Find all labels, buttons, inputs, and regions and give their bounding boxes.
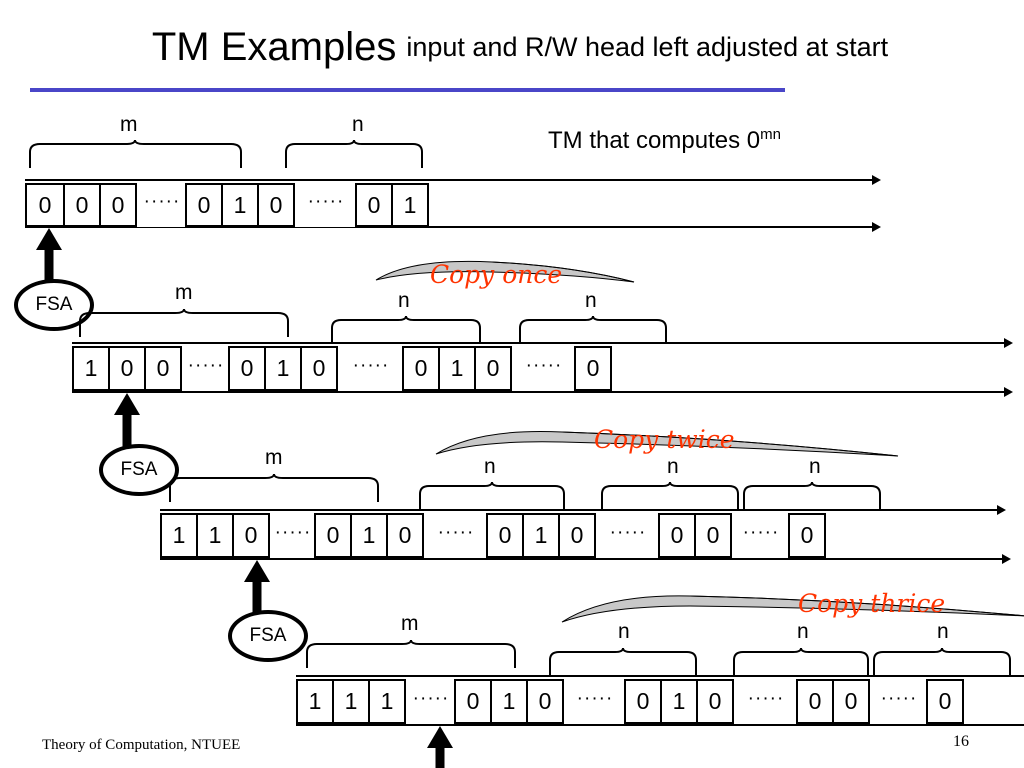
- tape-cell: 1: [660, 679, 698, 724]
- head-arrow-row3: [242, 560, 272, 616]
- tape-cell: 0: [832, 679, 870, 724]
- brace-label-n1-row4: n: [618, 620, 630, 643]
- fsa-bubble-row1: FSA: [14, 279, 94, 331]
- tape-cell: 0: [454, 679, 492, 724]
- brace-label-m-row3: m: [265, 446, 283, 469]
- tape-cell: 0: [624, 679, 662, 724]
- tape-ellipsis: ·····: [406, 679, 456, 724]
- tape-cell: 0: [558, 513, 596, 558]
- tape-ellipsis: ·····: [596, 513, 660, 558]
- tape-cell: 0: [926, 679, 964, 724]
- tape-bottom-line-row4: [296, 724, 1024, 726]
- tape-bottom-arrowhead-row3: [1002, 554, 1011, 564]
- brace-n1-row4: [548, 648, 698, 678]
- tape-row-copy-once: [72, 346, 612, 391]
- tape-cell: 1: [160, 513, 198, 558]
- tape-cell: 0: [257, 183, 295, 227]
- tape-cell: 0: [574, 346, 612, 391]
- tape-cell: 0: [486, 513, 524, 558]
- tape-cell: 1: [221, 183, 259, 227]
- brace-label-n2-row2: n: [585, 289, 597, 312]
- tape-row-copy-twice: [160, 513, 826, 558]
- copy-once-note: Copy once: [430, 260, 563, 289]
- tape-top-line-row3: [160, 509, 1000, 511]
- tm-caption-superscript: mn: [760, 126, 781, 143]
- tape-cell: 1: [332, 679, 370, 724]
- tape-cell: 0: [526, 679, 564, 724]
- tape-cell: 0: [300, 346, 338, 391]
- fsa-bubble-row2: FSA: [99, 444, 179, 496]
- tape-cell: 0: [144, 346, 182, 391]
- tape-cell: 0: [696, 679, 734, 724]
- footer-course-label: Theory of Computation, NTUEE: [42, 737, 241, 753]
- tape-cell: 0: [788, 513, 826, 558]
- brace-label-n1-row3: n: [484, 455, 496, 478]
- brace-label-n1-row2: n: [398, 289, 410, 312]
- tape-ellipsis: ·····: [870, 679, 928, 724]
- head-arrow-row2: [112, 393, 142, 449]
- tape-bottom-line-row2: [72, 391, 1007, 393]
- title-underline-rule: [30, 88, 785, 92]
- tape-cell: 0: [108, 346, 146, 391]
- tape-cell: 1: [438, 346, 476, 391]
- brace-m-row3: [168, 474, 380, 504]
- footer-page-number: 16: [953, 733, 969, 750]
- tape-ellipsis: ·····: [424, 513, 488, 558]
- tape-bottom-arrowhead-row1: [872, 222, 881, 232]
- tape-ellipsis: ·····: [512, 346, 576, 391]
- brace-label-n2-row4: n: [797, 620, 809, 643]
- tape-cell: 0: [402, 346, 440, 391]
- tape-top-line-row4: [296, 675, 1024, 677]
- tape-cell: 0: [474, 346, 512, 391]
- copy-twice-note: Copy twice: [594, 425, 735, 454]
- brace-label-m-row1: m: [120, 113, 138, 136]
- brace-label-n3-row3: n: [809, 455, 821, 478]
- tape-cell: 1: [391, 183, 429, 227]
- tape-row-initial: [25, 183, 429, 227]
- tape-top-line-row1: [25, 179, 875, 181]
- brace-label-n2-row3: n: [667, 455, 679, 478]
- tape-cell: 1: [264, 346, 302, 391]
- tape-cell: 0: [63, 183, 101, 227]
- tape-ellipsis: ·····: [734, 679, 798, 724]
- brace-label-n3-row4: n: [937, 620, 949, 643]
- fsa-bubble-row3: FSA: [228, 610, 308, 662]
- tape-cell: 0: [796, 679, 834, 724]
- tape-cell: 1: [368, 679, 406, 724]
- tape-cell: 0: [25, 183, 65, 227]
- tape-cell: 1: [490, 679, 528, 724]
- head-arrow-row4: [425, 726, 455, 768]
- tape-ellipsis: ·····: [182, 346, 230, 391]
- tape-row-copy-thrice: [296, 679, 964, 724]
- tape-ellipsis: ·····: [270, 513, 316, 558]
- tape-cell: 0: [232, 513, 270, 558]
- brace-n-row1: [284, 140, 424, 170]
- tape-top-arrowhead-row1: [872, 175, 881, 185]
- brace-n1-row3: [418, 482, 566, 512]
- tape-top-arrowhead-row2: [1004, 338, 1013, 348]
- brace-m-row1: [28, 140, 243, 170]
- tape-cell: 1: [196, 513, 234, 558]
- brace-n3-row3: [742, 482, 882, 512]
- tape-ellipsis: ·····: [338, 346, 404, 391]
- head-arrow-row1: [34, 228, 64, 284]
- copy-thrice-note: Copy thrice: [798, 589, 946, 618]
- brace-label-m-row2: m: [175, 281, 193, 304]
- tape-cell: 0: [99, 183, 137, 227]
- tape-ellipsis: ·····: [137, 183, 187, 227]
- tm-caption: [548, 126, 781, 155]
- tape-bottom-arrowhead-row2: [1004, 387, 1013, 397]
- tape-cell: 1: [350, 513, 388, 558]
- brace-n3-row4: [872, 648, 1012, 678]
- tape-cell: 0: [694, 513, 732, 558]
- page-title: [40, 18, 1000, 76]
- tape-cell: 0: [386, 513, 424, 558]
- tape-cell: 0: [228, 346, 266, 391]
- tape-cell: 1: [72, 346, 110, 391]
- tape-cell: 0: [314, 513, 352, 558]
- tape-cell: 0: [185, 183, 223, 227]
- tape-cell: 0: [355, 183, 393, 227]
- brace-m-row2: [78, 309, 290, 339]
- tape-top-arrowhead-row3: [997, 505, 1006, 515]
- tape-cell: 0: [658, 513, 696, 558]
- title-sub-text: input and R/W head left adjusted at start: [406, 31, 889, 62]
- brace-label-n-row1: n: [352, 113, 364, 136]
- title-main-text: TM Examples: [151, 24, 397, 69]
- tape-ellipsis: ·····: [295, 183, 357, 227]
- brace-n2-row4: [732, 648, 870, 678]
- tape-top-line-row2: [72, 342, 1007, 344]
- brace-label-m-row4: m: [401, 612, 419, 635]
- tape-ellipsis: ·····: [564, 679, 626, 724]
- tape-bottom-line-row3: [160, 558, 1005, 560]
- brace-n2-row3: [600, 482, 740, 512]
- brace-m-row4: [305, 640, 517, 670]
- tape-cell: 1: [296, 679, 334, 724]
- tape-ellipsis: ·····: [732, 513, 790, 558]
- tape-cell: 1: [522, 513, 560, 558]
- tm-caption-text: TM that computes 0: [548, 127, 761, 154]
